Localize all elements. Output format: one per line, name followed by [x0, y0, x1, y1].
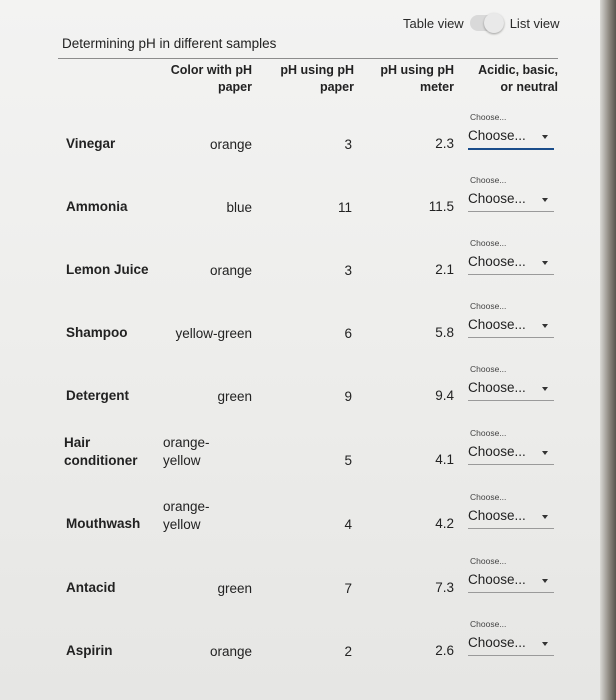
- color-text: yellow-green: [175, 326, 252, 341]
- color-text: orange: [209, 644, 252, 659]
- dropdown-caret-icon[interactable]: [542, 387, 548, 391]
- classification-select[interactable]: [468, 444, 554, 465]
- classification-select[interactable]: [468, 572, 554, 593]
- select-value[interactable]: Choose...: [468, 191, 526, 206]
- header-paper-line1: pH using pH: [280, 63, 354, 77]
- classification-select[interactable]: [468, 254, 554, 275]
- header-acidic-line2: or neutral: [500, 80, 558, 94]
- color-cell: [163, 434, 210, 470]
- table-title: Determining pH in different samples: [62, 36, 277, 51]
- table-view-label[interactable]: Table view: [403, 15, 464, 31]
- paper-ph-cell: 7: [344, 581, 352, 596]
- paper-ph-cell: 4: [344, 517, 352, 532]
- sample-name: [66, 643, 113, 658]
- header-acidic: [462, 62, 558, 96]
- sample-name: [66, 262, 149, 277]
- select-value[interactable]: Choose...: [468, 572, 526, 587]
- select-hint: Choose...: [470, 364, 507, 374]
- classification-select[interactable]: [468, 635, 554, 656]
- sample-name: [64, 434, 138, 470]
- page-edge: [600, 0, 616, 700]
- sample-name: [66, 516, 140, 531]
- meter-ph-cell: 5.8: [435, 325, 454, 340]
- sample-name-line2: conditioner: [64, 453, 138, 468]
- select-value[interactable]: Choose...: [468, 128, 526, 143]
- sample-name-text: Mouthwash: [66, 516, 141, 531]
- dropdown-caret-icon[interactable]: [542, 198, 548, 202]
- dropdown-caret-icon[interactable]: [542, 261, 548, 265]
- meter-ph-cell: 11.5: [428, 199, 454, 214]
- color-cell: [163, 498, 210, 534]
- meter-ph-cell: 9.4: [435, 388, 454, 403]
- sample-name-text: Ammonia: [66, 199, 128, 214]
- color-cell: [150, 389, 252, 404]
- sample-name-text: Antacid: [66, 580, 116, 595]
- select-value[interactable]: Choose...: [468, 635, 526, 650]
- select-hint: Choose...: [470, 301, 507, 311]
- header-meter-line1: pH using pH: [380, 63, 454, 77]
- dropdown-caret-icon[interactable]: [542, 451, 548, 455]
- view-toggle[interactable]: [403, 12, 560, 34]
- color-cell: [150, 326, 252, 341]
- dropdown-caret-icon[interactable]: [542, 642, 548, 646]
- sample-name: [66, 199, 128, 214]
- header-color-line1: Color with pH: [170, 63, 252, 77]
- dropdown-caret-icon[interactable]: [542, 324, 548, 328]
- paper-ph-cell: 6: [344, 326, 352, 341]
- color-text: orange: [209, 137, 252, 152]
- color-cell: [150, 137, 252, 152]
- switch-knob[interactable]: [484, 13, 504, 33]
- color-cell: [150, 644, 252, 659]
- sample-name-text: Lemon Juice: [66, 262, 149, 277]
- paper-ph-cell: 9: [344, 389, 352, 404]
- classification-select[interactable]: [468, 128, 554, 150]
- sample-name-text: Vinegar: [66, 136, 116, 151]
- header-meter: [366, 62, 454, 96]
- color-text: orange: [209, 263, 252, 278]
- sample-name-text: Detergent: [66, 388, 130, 403]
- header-meter-line2: meter: [419, 80, 454, 94]
- meter-ph-cell: 2.3: [435, 136, 454, 151]
- classification-select[interactable]: [468, 191, 554, 212]
- meter-ph-cell: 2.6: [435, 643, 454, 658]
- sample-name: [66, 580, 116, 595]
- color-line1: orange-: [163, 499, 210, 514]
- header-color-line2: paper: [217, 80, 252, 94]
- select-value[interactable]: Choose...: [468, 380, 526, 395]
- header-acidic-line1: Acidic, basic,: [478, 63, 558, 77]
- dropdown-caret-icon[interactable]: [542, 135, 548, 139]
- color-cell: [150, 581, 252, 596]
- view-switch[interactable]: [470, 15, 504, 31]
- classification-select[interactable]: [468, 317, 554, 338]
- color-line1: orange-: [163, 435, 210, 450]
- meter-ph-cell: 2.1: [435, 262, 454, 277]
- dropdown-caret-icon[interactable]: [542, 515, 548, 519]
- paper-ph-cell: 11: [337, 200, 352, 215]
- select-value[interactable]: Choose...: [468, 254, 526, 269]
- select-hint: Choose...: [470, 428, 507, 438]
- sample-name: [66, 388, 129, 403]
- header-paper: [262, 62, 354, 96]
- color-cell: [150, 263, 252, 278]
- list-view-label[interactable]: List view: [509, 15, 560, 31]
- select-hint: Choose...: [470, 112, 507, 122]
- classification-select[interactable]: [468, 508, 554, 529]
- select-hint: Choose...: [470, 492, 507, 502]
- select-hint: Choose...: [470, 619, 507, 629]
- select-value[interactable]: Choose...: [468, 444, 526, 459]
- sample-name-line1: Hair: [64, 435, 91, 450]
- color-text: blue: [226, 200, 252, 215]
- header-paper-line2: paper: [319, 80, 354, 94]
- sample-name-text: Shampoo: [66, 325, 128, 340]
- select-hint: Choose...: [470, 175, 507, 185]
- select-value[interactable]: Choose...: [468, 508, 526, 523]
- color-text: green: [217, 389, 252, 404]
- header-divider: [58, 58, 558, 59]
- sample-name: [66, 136, 115, 151]
- paper-ph-cell: 3: [344, 137, 352, 152]
- color-text: green: [217, 581, 252, 596]
- paper-ph-cell: 2: [344, 644, 352, 659]
- sample-name: [66, 325, 128, 340]
- paper-ph-cell: 3: [344, 263, 352, 278]
- meter-ph-cell: 4.2: [435, 516, 454, 531]
- select-value[interactable]: Choose...: [468, 317, 526, 332]
- meter-ph-cell: 4.1: [435, 452, 454, 467]
- header-color: [156, 62, 252, 96]
- select-hint: Choose...: [470, 238, 507, 248]
- color-cell: [150, 200, 252, 215]
- classification-select[interactable]: [468, 380, 554, 401]
- select-hint: Choose...: [470, 556, 507, 566]
- color-line2: yellow: [163, 453, 201, 468]
- dropdown-caret-icon[interactable]: [542, 579, 548, 583]
- paper-ph-cell: 5: [344, 453, 352, 468]
- color-line2: yellow: [163, 517, 201, 532]
- meter-ph-cell: 7.3: [435, 580, 454, 595]
- sample-name-text: Aspirin: [66, 643, 113, 658]
